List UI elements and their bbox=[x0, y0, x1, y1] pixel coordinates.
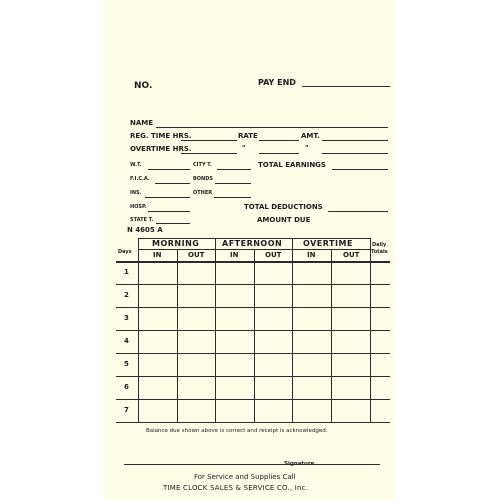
overtime-hrs-label: OVERTIME HRS. bbox=[130, 145, 192, 153]
total-deductions-label: TOTAL DEDUCTIONS bbox=[244, 203, 323, 211]
daily-totals-header: Totals bbox=[371, 249, 388, 255]
rate-line bbox=[259, 140, 299, 141]
day-number: 3 bbox=[124, 314, 129, 322]
service-note: For Service and Supplies Call bbox=[194, 473, 296, 481]
name-label: NAME bbox=[130, 119, 154, 127]
company-name: TIME CLOCK SALES & SERVICE CO., Inc. bbox=[163, 484, 309, 492]
afternoon-in-header: IN bbox=[230, 251, 239, 259]
daily-totals-header: Daily bbox=[372, 242, 387, 248]
overtime-amt-line bbox=[322, 153, 388, 154]
amt-line bbox=[322, 140, 388, 141]
pay-end-line bbox=[302, 86, 390, 87]
total-earnings-line bbox=[332, 169, 388, 170]
signature-line bbox=[124, 464, 380, 465]
amount-due-label: AMOUNT DUE bbox=[257, 216, 311, 224]
day-number: 2 bbox=[124, 291, 129, 299]
afternoon-out-header: OUT bbox=[265, 251, 282, 259]
state-t-label: STATE T. bbox=[130, 217, 154, 223]
state-t-line bbox=[156, 223, 190, 224]
overtime-header: OVERTIME bbox=[303, 239, 353, 248]
day-number: 1 bbox=[124, 268, 129, 276]
hosp-label: HOSP. bbox=[130, 204, 147, 210]
bonds-label: BONDS bbox=[193, 176, 213, 182]
day-number: 7 bbox=[124, 406, 129, 414]
reg-time-label: REG. TIME HRS. bbox=[130, 132, 192, 140]
total-deductions-line bbox=[328, 211, 388, 212]
ins-line bbox=[145, 197, 190, 198]
balance-acknowledgement: Balance due shown above is correct and receipt is acknowledged. bbox=[146, 428, 328, 434]
day-number: 4 bbox=[124, 337, 129, 345]
amt-label: AMT. bbox=[301, 132, 320, 140]
wt-label: W.T. bbox=[130, 162, 142, 168]
overtime-out-header: OUT bbox=[343, 251, 360, 259]
fica-label: F.I.C.A. bbox=[130, 176, 150, 182]
morning-out-header: OUT bbox=[188, 251, 205, 259]
signature-label: Signature bbox=[284, 461, 315, 467]
other-line bbox=[214, 197, 251, 198]
days-header: Days bbox=[118, 249, 132, 255]
name-line bbox=[156, 127, 388, 128]
ditto-mark: " bbox=[242, 144, 246, 152]
hosp-line bbox=[148, 211, 190, 212]
overtime-hrs-line bbox=[181, 153, 237, 154]
reg-time-line bbox=[181, 140, 237, 141]
time-table bbox=[116, 238, 390, 422]
city-t-line bbox=[217, 169, 251, 170]
afternoon-header: AFTERNOON bbox=[222, 239, 283, 248]
morning-header: MORNING bbox=[152, 239, 200, 248]
fica-line bbox=[155, 183, 190, 184]
day-number: 5 bbox=[124, 360, 129, 368]
pay-end-label: PAY END bbox=[258, 78, 296, 87]
total-earnings-label: TOTAL EARNINGS bbox=[258, 161, 326, 169]
overtime-rate-line bbox=[259, 153, 299, 154]
city-t-label: CITY T. bbox=[193, 162, 212, 168]
other-label: OTHER bbox=[193, 190, 213, 196]
morning-in-header: IN bbox=[153, 251, 162, 259]
wt-line bbox=[148, 169, 190, 170]
day-number: 6 bbox=[124, 383, 129, 391]
form-code: N 4605 A bbox=[127, 226, 163, 234]
ins-label: INS. bbox=[130, 190, 142, 196]
bonds-line bbox=[215, 183, 251, 184]
ditto-mark: " bbox=[305, 144, 309, 152]
number-label: NO. bbox=[134, 81, 153, 91]
rate-label: RATE bbox=[238, 132, 258, 140]
overtime-in-header: IN bbox=[307, 251, 316, 259]
